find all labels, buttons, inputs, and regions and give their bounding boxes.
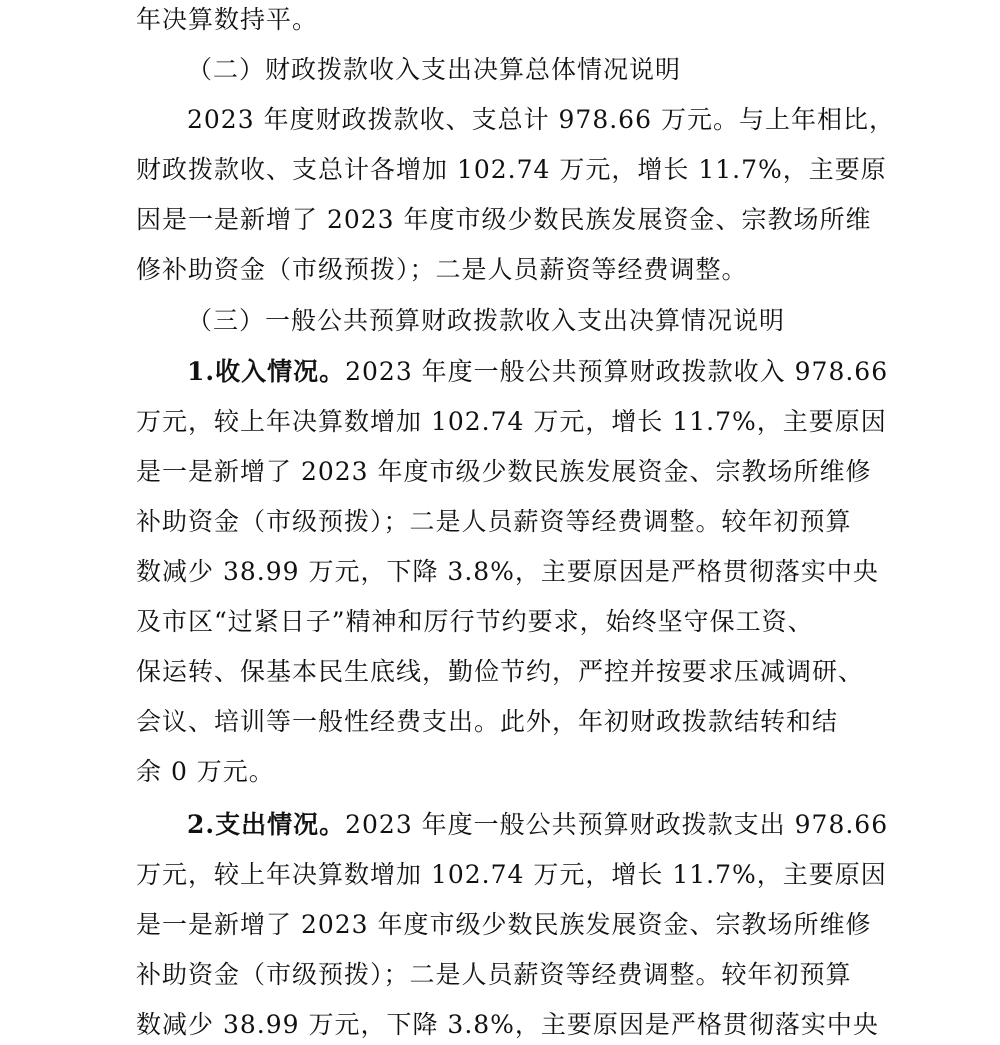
expense-first-line [187, 805, 888, 845]
section-heading-2: （二）财政拨款收入支出决算总体情况说明 [187, 55, 682, 84]
text-line: 补助资金（市级预拨）；二是人员薪资等经费调整。较年初预算 [136, 960, 852, 989]
text-line: 因是一是新增了 2023 年度市级少数民族发展资金、宗教场所维 [136, 205, 872, 234]
text-line: 是一是新增了 2023 年度市级少数民族发展资金、宗教场所维修 [136, 457, 872, 486]
text-line: 会议、培训等一般性经费支出。此外，年初财政拨款结转和结 [136, 707, 839, 736]
text-line: 修补助资金（市级预拨）；二是人员薪资等经费调整。 [136, 255, 748, 284]
section-heading-3: （三）一般公共预算财政拨款收入支出决算情况说明 [187, 306, 786, 335]
text-line: 余 0 万元。 [136, 757, 275, 786]
text-line: 2023 年度财政拨款收、支总计 978.66 万元。与上年相比， [187, 105, 895, 134]
text-line: 万元，较上年决算数增加 102.74 万元，增长 11.7%，主要原因 [136, 407, 887, 436]
text-span: 2023 年度一般公共预算财政拨款支出 978.66 [345, 810, 889, 839]
income-label: 1.收入情况。 [187, 357, 346, 386]
text-line: 数减少 38.99 万元，下降 3.8%，主要原因是严格贯彻落实中央 [136, 557, 879, 586]
expense-label: 2.支出情况。 [187, 810, 346, 839]
text-line: 数减少 38.99 万元，下降 3.8%，主要原因是严格贯彻落实中央 [136, 1010, 879, 1039]
text-line: 及市区“过紧日子”精神和厉行节约要求，始终坚守保工资、 [136, 607, 814, 636]
text-line: 财政拨款收、支总计各增加 102.74 万元，增长 11.7%，主要原 [136, 155, 887, 184]
text-line: 补助资金（市级预拨）；二是人员薪资等经费调整。较年初预算 [136, 507, 852, 536]
text-line: 万元，较上年决算数增加 102.74 万元，增长 11.7%，主要原因 [136, 860, 887, 889]
text-line: 保运转、保基本民生底线，勤俭节约，严控并按要求压减调研、 [136, 657, 865, 686]
text-line: 年决算数持平。 [136, 5, 319, 34]
text-span: 2023 年度一般公共预算财政拨款收入 978.66 [345, 357, 889, 386]
income-first-line [187, 352, 888, 392]
text-line: 是一是新增了 2023 年度市级少数民族发展资金、宗教场所维修 [136, 910, 872, 939]
